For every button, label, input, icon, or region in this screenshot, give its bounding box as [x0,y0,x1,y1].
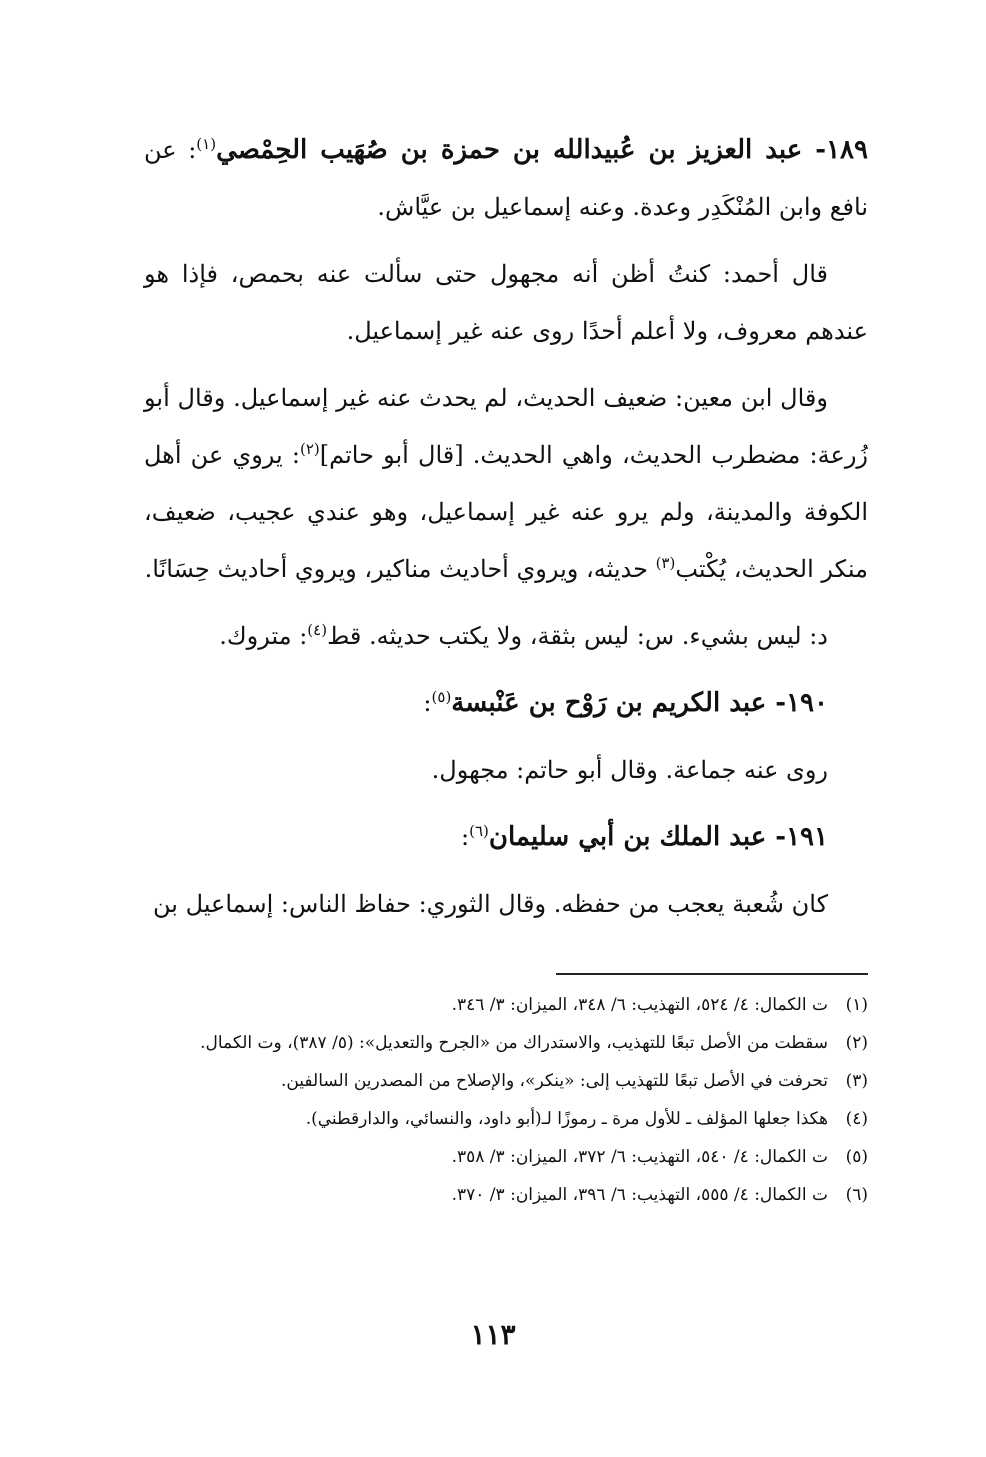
footnote-text: ت الكمال: ٤/ ٥٥٥، التهذيب: ٦/ ٣٩٦، الميزان: ٣/ ٣٧٠. [451,1185,828,1205]
footnote [144,1062,868,1100]
footnote [144,986,868,1024]
entry-colon: : [423,689,432,717]
footnote-separator [556,973,868,975]
entry-heading: ١٩١- عبد الملك بن أبي سليمان [488,822,828,852]
footnote [144,1176,868,1214]
footnote-text: ت الكمال: ٤/ ٥٤٠، التهذيب: ٦/ ٣٧٢، الميزان: ٣/ ٣٥٨. [451,1147,828,1167]
entry-lead: : عن نافع وابن المُنْكَدِر وعدة. وعنه إسماعيل بن عيَّاش. [144,136,868,221]
rumuz-text: : متروك. [219,622,308,650]
entry-189 [144,122,868,236]
footnote [144,1100,868,1138]
entry-190 [144,675,868,732]
footnote-number: (٣) [845,1071,868,1091]
page-number: ١١٣ [470,1318,516,1351]
main-text [144,122,868,943]
footnote-ref: (٦) [469,822,489,840]
footnote-text: ت الكمال: ٤/ ٥٢٤، التهذيب: ٦/ ٣٤٨، الميزان: ٣/ ٣٤٦. [451,995,828,1015]
paragraph: قال أحمد: كنتُ أظن أنه مجهول حتى سألت عنه بحمص، فإذا هو عندهم معروف، ولا أعلم أحدًا روى عنه غير إسماعيل. [144,260,868,345]
footnote-text: هكذا جعلها المؤلف ـ للأول مرة ـ رموزًا لـ(أبو داود، والنسائي، والدارقطني). [305,1109,828,1129]
footnote-ref: (٥) [431,688,452,706]
entry-heading: ١٨٩- عبد العزيز بن عُبيدالله بن حمزة بن صُهَيب الحِمْصي [216,135,868,165]
footnote [144,1138,868,1176]
entry-191 [144,809,868,866]
paragraph-text: : يروي عن أهل الكوفة والمدينة، ولم يرو عنه غير إسماعيل، وهو عندي عجيب، ضعيف، منكر الحديث، يُكْتب [144,441,868,583]
footnote [144,1024,868,1062]
entry-text: روى عنه جماعة. وقال أبو حاتم: مجهول. [431,756,828,784]
footnote-ref: (٤) [307,621,328,639]
footnote-number: (٤) [845,1109,868,1129]
entry-text: كان شُعبة يعجب من حفظه. وقال الثوري: حفاظ الناس: إسماعيل بن [153,890,828,918]
footnote-number: (١) [845,995,868,1015]
paragraph-text: وقال ابن معين: ضعيف الحديث، لم يحدث عنه غير إسماعيل. وقال أبو زُرعة: مضطرب الحديث، واهي الحديث. [قال أبو حاتم] [144,384,869,469]
footnote-number: (٦) [845,1185,868,1205]
footnote-text: سقطت من الأصل تبعًا للتهذيب، والاستدراك من «الجرح والتعديل»: (٥/ ٣٨٧)، وت الكمال. [200,1033,828,1053]
entry-heading: ١٩٠- عبد الكريم بن رَوْح بن عَنْبسة [451,688,828,718]
footnote-number: (٢) [845,1033,868,1053]
footnote-ref: (١) [196,135,217,153]
entry-colon: : [461,823,470,851]
rumuz-line [144,608,868,665]
footnote-number: (٥) [845,1147,868,1167]
paragraph-text: حديثه، ويروي أحاديث مناكير، ويروي أحاديث حِسَانًا. [144,555,656,583]
paragraph [144,370,868,598]
footnotes [144,986,868,1214]
footnote-text: تحرفت في الأصل تبعًا للتهذيب إلى: «ينكر»، والإصلاح من المصدرين السالفين. [280,1071,828,1091]
footnote-ref: (٢) [299,440,320,458]
rumuz-text: د: ليس بشيء. س: ليس بثقة، ولا يكتب حديثه. قط [327,622,828,650]
footnote-ref: (٣) [655,554,676,572]
